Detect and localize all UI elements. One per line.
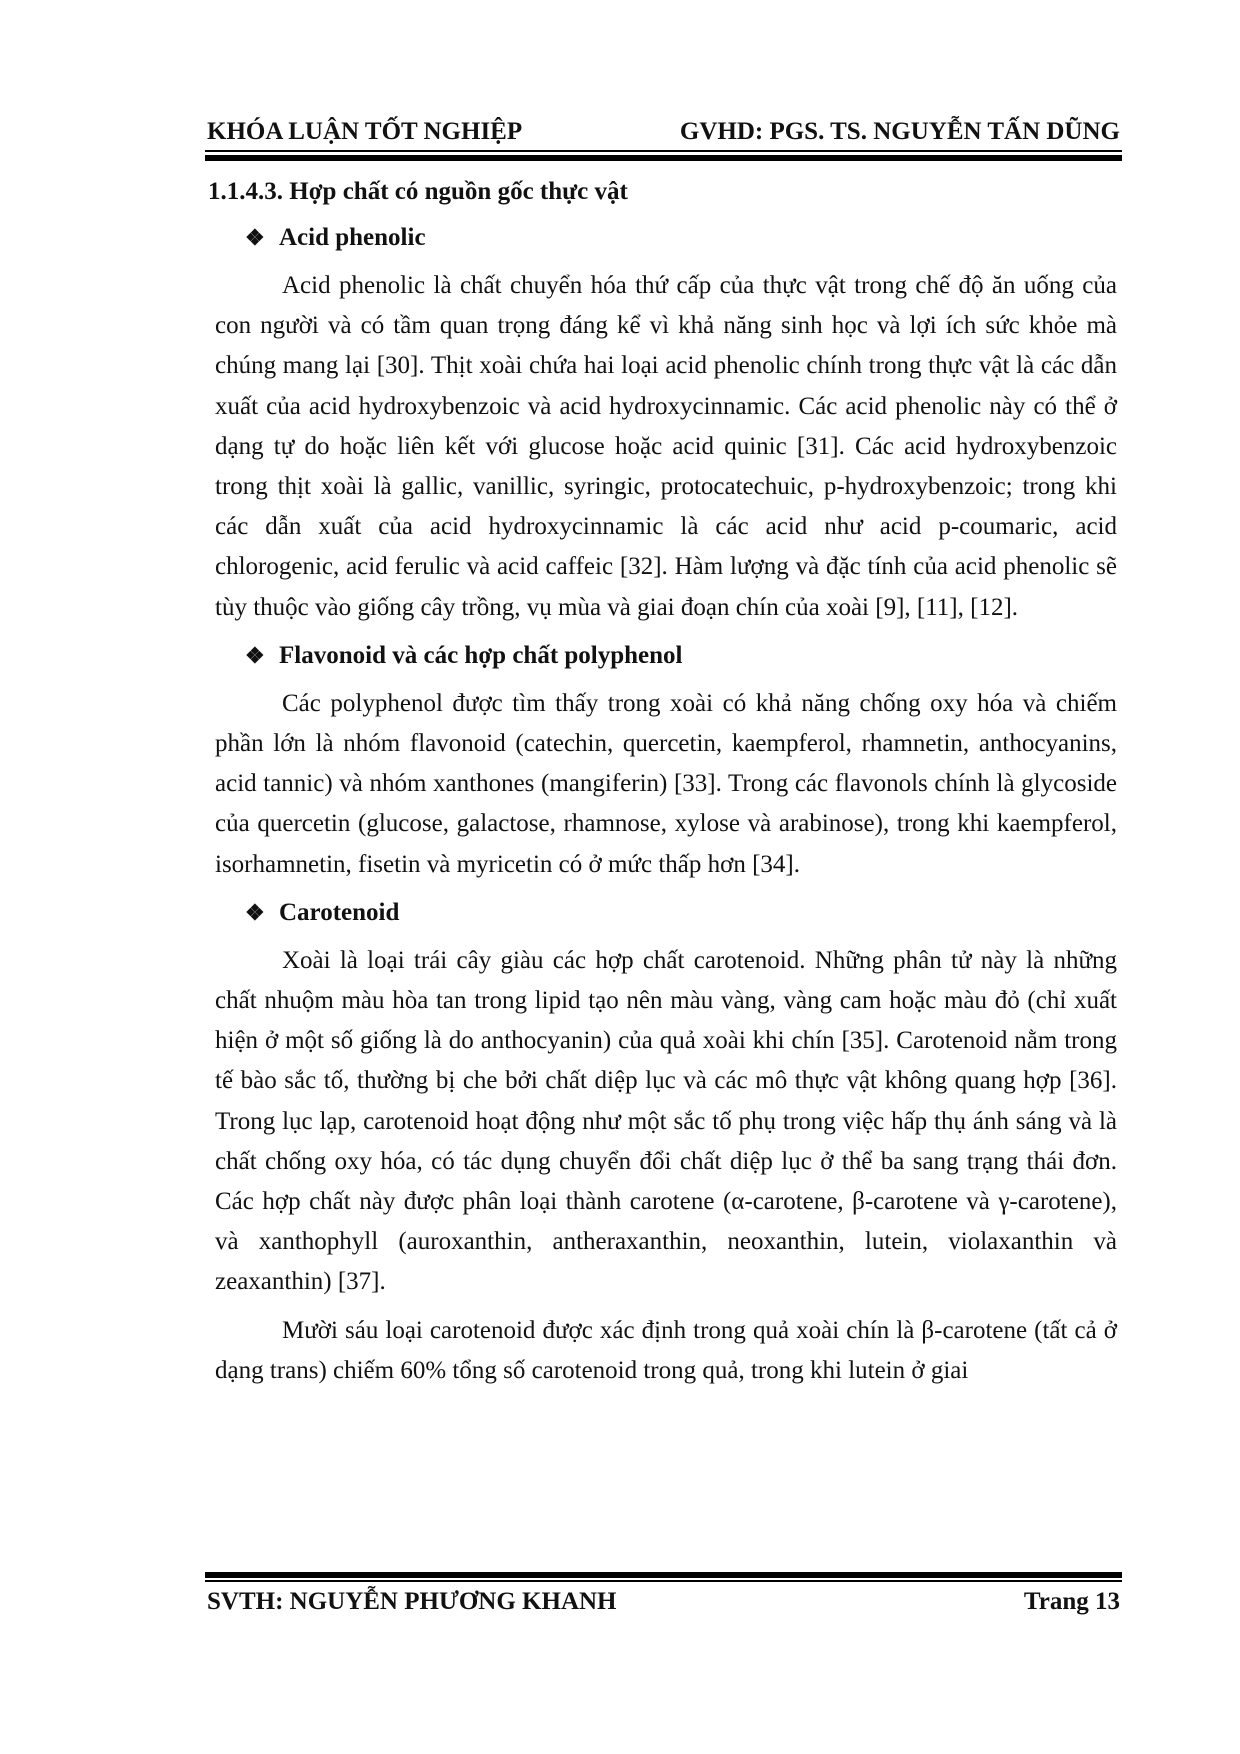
diamond-bullet-icon: ❖ <box>245 642 265 668</box>
subsection-heading <box>245 218 1117 258</box>
header-rule-thin <box>205 150 1122 152</box>
diamond-bullet-icon: ❖ <box>245 225 265 250</box>
header-thesis-label: KHÓA LUẬN TỐT NGHIỆP <box>207 118 523 145</box>
page-body <box>208 172 1117 1399</box>
page-number-label: Trang <box>1023 1588 1089 1615</box>
subsection-acid-phenolic <box>215 218 1117 628</box>
footer-rule-thin <box>205 1580 1122 1582</box>
subsection-heading-text: Acid phenolic <box>279 224 426 251</box>
paragraph: Các polyphenol được tìm thấy trong xoài có khả năng chống oxy hóa và chiếm phần lớn là nhóm flavonoid (catechin, quercetin, kaempferol, rhamnetin, anthocyanins, acid tannic) và nhóm xanthones (mangiferin) [33]. Trong các flavonols chính là glycoside của quercetin (glucose, galactose, rhamnose, xylose và arabinose), trong khi kaempferol, isorhamnetin, fisetin và myricetin có ở mức thấp hơn [34]. <box>215 689 1117 878</box>
subsection-heading <box>245 636 1117 676</box>
page-header <box>207 118 1120 152</box>
footer-rule-thick <box>205 1572 1122 1578</box>
paragraph: Mười sáu loại carotenoid được xác định trong quả xoài chín là β-carotene (tất cả ở dạng trans) chiếm 60% tổng số carotenoid trong quả, trong khi lutein ở giai <box>215 1316 1117 1384</box>
subsection-heading <box>245 893 1117 933</box>
subsection-heading-text: Flavonoid và các hợp chất polyphenol <box>279 641 683 669</box>
page-number <box>1024 1588 1120 1616</box>
page-footer <box>207 1588 1120 1622</box>
section-title: 1.1.4.3. Hợp chất có nguồn gốc thực vật <box>208 178 628 205</box>
page-number-value: 13 <box>1095 1588 1120 1615</box>
subsection-flavonoid <box>215 636 1117 885</box>
subsection-carotenoid <box>215 893 1117 1391</box>
diamond-bullet-icon: ❖ <box>245 899 265 925</box>
header-rule-thick <box>205 155 1122 161</box>
paragraph: Xoài là loại trái cây giàu các hợp chất carotenoid. Những phân tử này là những chất nhuộm màu hòa tan trong lipid tạo nên màu vàng, vàng cam hoặc màu đỏ (chỉ xuất hiện ở một số giống là do anthocyanin) của quả xoài khi chín [35]. Carotenoid nằm trong tế bào sắc tố, thường bị che bởi chất diệp lục và các mô thực vật không quang hợp [36]. Trong lục lạp, carotenoid hoạt động như một sắc tố phụ trong việc hấp thụ ánh sáng và là chất chống oxy hóa, có tác dụng chuyển đổi chất diệp lục ở thể ba sang trạng thái đơn. Các hợp chất này được phân loại thành carotene (α-carotene, β-carotene và γ-carotene), và xanthophyll (auroxanthin, antheraxanthin, neoxanthin, lutein, violaxanthin và zeaxanthin) [37]. <box>215 946 1117 1296</box>
paragraph: Acid phenolic là chất chuyển hóa thứ cấp của thực vật trong chế độ ăn uống của con người và có tầm quan trọng đáng kể vì khả năng sinh học và lợi ích sức khỏe mà chúng mang lại [30]. Thịt xoài chứa hai loại acid phenolic chính trong thực vật là các dẫn xuất của acid hydroxybenzoic và acid hydroxycinnamic. Các acid phenolic này có thể ở dạng tự do hoặc liên kết với glucose hoặc acid quinic [31]. Các acid hydroxybenzoic trong thịt xoài là gallic, vanillic, syringic, protocatechuic, p-hydroxybenzoic; trong khi các dẫn xuất của acid hydroxycinnamic là các acid như acid p-coumaric, acid chlorogenic, acid ferulic và acid caffeic [32]. Hàm lượng và đặc tính của acid phenolic sẽ tùy thuộc vào giống cây trồng, vụ mùa và giai đoạn chín của xoài [9], [11], [12]. <box>215 272 1117 621</box>
header-advisor-label: GVHD: PGS. TS. NGUYỄN TẤN DŨNG <box>679 118 1120 145</box>
footer-student-label: SVTH: NGUYỄN PHƯƠNG KHANH <box>207 1588 617 1615</box>
subsection-heading-text: Carotenoid <box>279 898 400 926</box>
